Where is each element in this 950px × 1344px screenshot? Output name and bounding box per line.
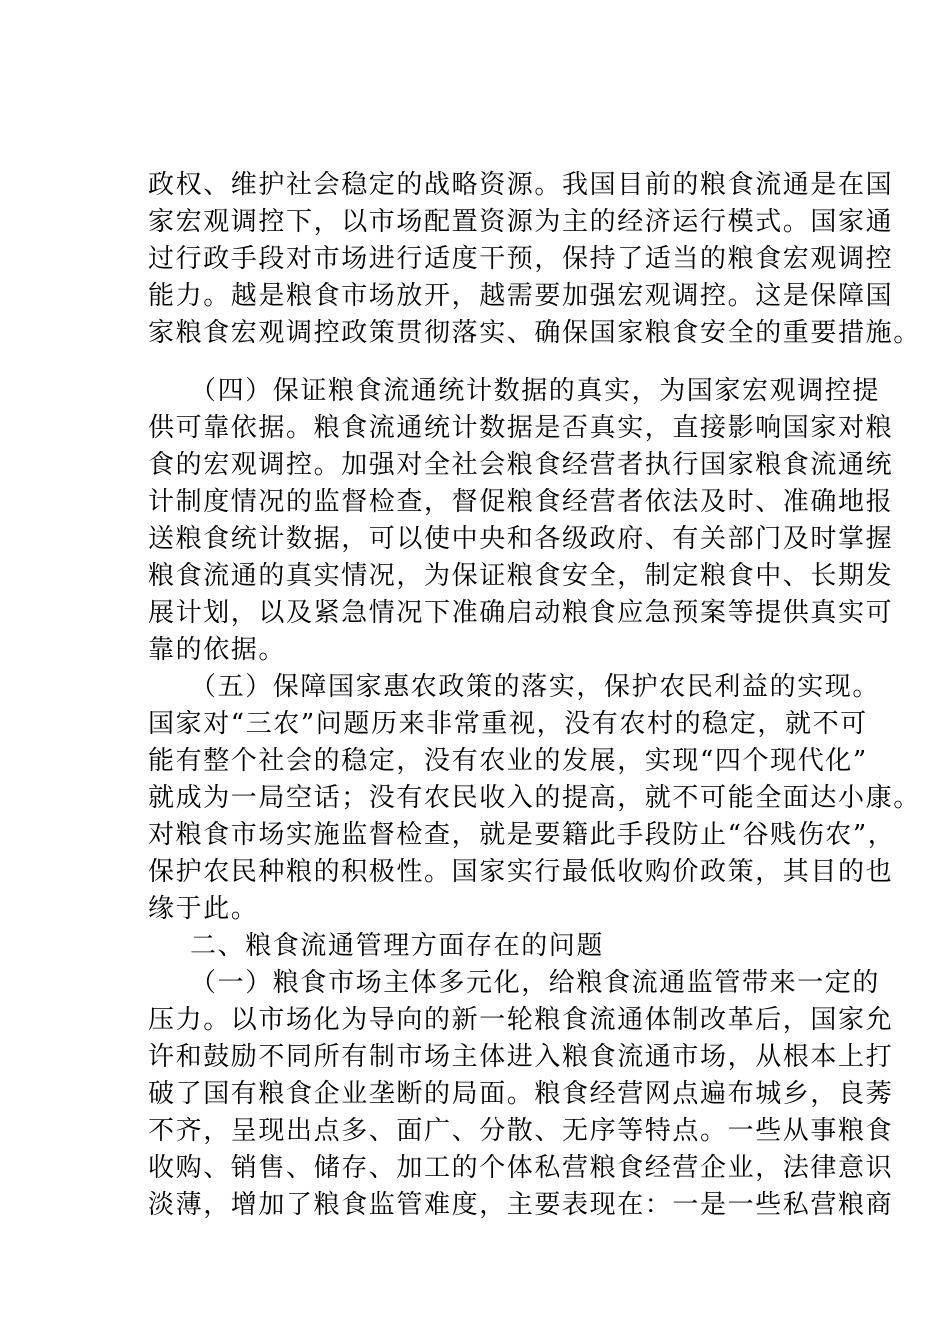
text-line: 不齐，呈现出点多、面广、分散、无序等特点。一些从事粮食 bbox=[148, 1116, 894, 1146]
text-line: （五）保障国家惠农政策的落实，保护农民利益的实现。 bbox=[190, 672, 881, 702]
text-line: （四）保证粮食流通统计数据的真实，为国家宏观调控提 bbox=[190, 376, 881, 406]
text-line: 就成为一局空话；没有农民收入的提高，就不可能全面达小康。 bbox=[148, 783, 921, 813]
text-line: 展计划，以及紧急情况下准确启动粮食应急预案等提供真实可 bbox=[148, 598, 894, 628]
text-line: 靠的依据。 bbox=[148, 635, 287, 665]
text-line: 许和鼓励不同所有制市场主体进入粮食流通市场，从根本上打 bbox=[148, 1042, 894, 1072]
text-line: 能力。越是粮食市场放开，越需要加强宏观调控。这是保障国 bbox=[148, 281, 894, 311]
text-line: 送粮食统计数据，可以使中央和各级政府、有关部门及时掌握 bbox=[148, 524, 894, 554]
text-line: 保护农民种粮的积极性。国家实行最低收购价政策，其目的也 bbox=[148, 857, 894, 887]
text-line: 缘于此。 bbox=[148, 894, 259, 924]
text-line: 对粮食市场实施监督检查，就是要籍此手段防止“谷贱伤农”， bbox=[148, 820, 896, 850]
text-line: 淡薄，增加了粮食监管难度，主要表现在：一是一些私营粮商 bbox=[148, 1190, 894, 1220]
text-line: 粮食流通的真实情况，为保证粮食安全，制定粮食中、长期发 bbox=[148, 561, 894, 591]
text-line: 供可靠依据。粮食流通统计数据是否真实，直接影响国家对粮 bbox=[148, 413, 894, 443]
text-line: 收购、销售、储存、加工的个体私营粮食经营企业，法律意识 bbox=[148, 1153, 894, 1183]
text-line: 过行政手段对市场进行适度干预，保持了适当的粮食宏观调控 bbox=[148, 244, 894, 274]
text-line: 国家对“三农”问题历来非常重视，没有农村的稳定，就不可 bbox=[148, 709, 868, 739]
text-line: 计制度情况的监督检查，督促粮食经营者依法及时、准确地报 bbox=[148, 487, 894, 517]
text-line: （一）粮食市场主体多元化，给粮食流通监管带来一定的 bbox=[190, 968, 881, 998]
text-line: 家粮食宏观调控政策贯彻落实、确保国家粮食安全的重要措施。 bbox=[148, 318, 921, 348]
text-line: 能有整个社会的稳定，没有农业的发展，实现“四个现代化” bbox=[148, 746, 868, 776]
text-line: 政权、维护社会稳定的战略资源。我国目前的粮食流通是在国 bbox=[148, 170, 894, 200]
text-line: 破了国有粮食企业垄断的局面。粮食经营网点遍布城乡，良莠 bbox=[148, 1079, 894, 1109]
text-line: 压力。以市场化为导向的新一轮粮食流通体制改革后，国家允 bbox=[148, 1005, 894, 1035]
text-line: 家宏观调控下，以市场配置资源为主的经济运行模式。国家通 bbox=[148, 207, 894, 237]
text-line: 食的宏观调控。加强对全社会粮食经营者执行国家粮食流通统 bbox=[148, 450, 894, 480]
section-heading: 二、粮食流通管理方面存在的问题 bbox=[190, 931, 605, 961]
